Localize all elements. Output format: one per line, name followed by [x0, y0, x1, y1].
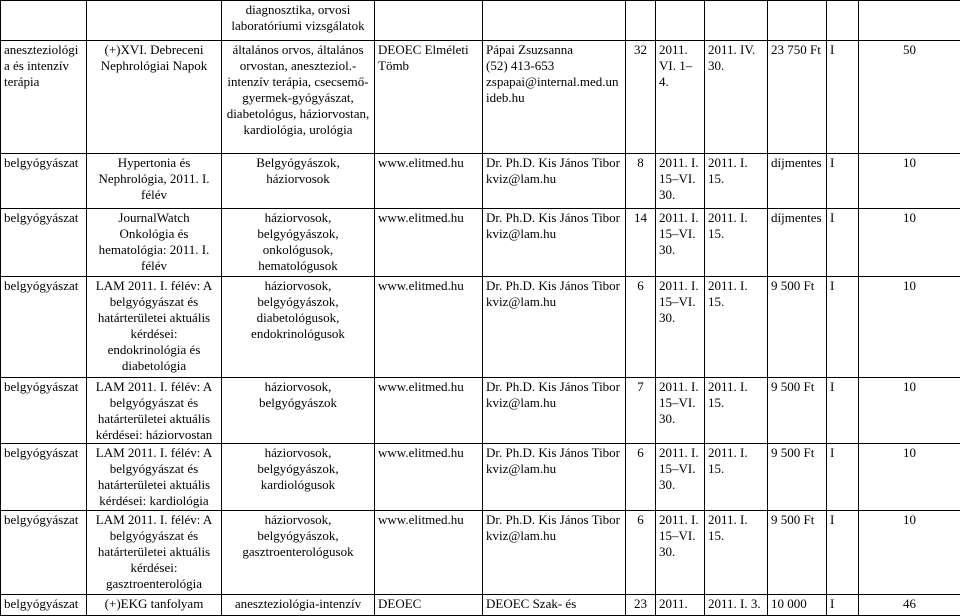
start-date-cell: [656, 1, 705, 41]
points-cell: 10: [859, 277, 960, 378]
start-date-cell: 2011. VI. 1–4.: [656, 41, 705, 154]
contact-line: Dr. Ph.D. Kis János Tibor: [486, 379, 622, 395]
start-date-cell: 2011. I. 15–VI. 30.: [656, 209, 705, 277]
type-cell: I: [827, 378, 859, 444]
points-cell: 10: [859, 444, 960, 511]
contact-cell: [483, 444, 626, 511]
title-cell: LAM 2011. I. félév: A belgyógyászat és határterületei aktuális kérdései: endokrinológia és diabetológia: [87, 277, 222, 378]
audience-cell: háziorvosok, belgyógyászok, kardiológusok: [222, 444, 375, 511]
fee-cell: 9 500 Ft: [768, 277, 827, 378]
points-cell: 10: [859, 209, 960, 277]
contact-line: kviz@lam.hu: [486, 528, 622, 544]
field-cell: belgyógyászat: [1, 444, 87, 511]
end-date-cell: 2011. IV. 30.: [705, 41, 768, 154]
points-cell: 10: [859, 154, 960, 209]
field-cell: belgyógyászat: [1, 378, 87, 444]
host-cell: DEOEC: [375, 595, 483, 616]
type-cell: I: [827, 41, 859, 154]
contact-line: kviz@lam.hu: [486, 395, 622, 411]
audience-cell: aneszteziológia-intenzív: [222, 595, 375, 616]
points-cell: 10: [859, 378, 960, 444]
contact-cell: [483, 277, 626, 378]
audience-cell: diagnosztika, orvosi laboratóriumi vizsgálatok: [222, 1, 375, 41]
contact-cell: [483, 209, 626, 277]
table-row: [1, 154, 960, 209]
host-cell: www.elitmed.hu: [375, 378, 483, 444]
id-cell: 14: [626, 209, 656, 277]
table-row: [1, 209, 960, 277]
id-cell: 23: [626, 595, 656, 616]
contact-cell: [483, 595, 626, 616]
points-cell: 50: [859, 41, 960, 154]
contact-cell: [483, 41, 626, 154]
audience-cell: háziorvosok, belgyógyászok, gasztroenterológusok: [222, 511, 375, 595]
fee-cell: 9 500 Ft: [768, 511, 827, 595]
contact-cell: [483, 154, 626, 209]
field-cell: belgyógyászat: [1, 277, 87, 378]
host-cell: www.elitmed.hu: [375, 277, 483, 378]
id-cell: 6: [626, 444, 656, 511]
contact-line: Dr. Ph.D. Kis János Tibor: [486, 210, 622, 226]
contact-line: kviz@lam.hu: [486, 226, 622, 242]
field-cell: belgyógyászat: [1, 511, 87, 595]
fee-cell: 23 750 Ft: [768, 41, 827, 154]
contact-line: kviz@lam.hu: [486, 171, 622, 187]
type-cell: I: [827, 511, 859, 595]
type-cell: [827, 1, 859, 41]
host-cell: www.elitmed.hu: [375, 154, 483, 209]
id-cell: [626, 1, 656, 41]
field-cell: belgyógyászat: [1, 595, 87, 616]
points-cell: 10: [859, 511, 960, 595]
field-cell: aneszteziológia és intenzív terápia: [1, 41, 87, 154]
end-date-cell: 2011. I. 3.: [705, 595, 768, 616]
end-date-cell: 2011. I. 15.: [705, 154, 768, 209]
host-cell: DEOEC Elméleti Tömb: [375, 41, 483, 154]
field-cell: belgyógyászat: [1, 209, 87, 277]
type-cell: I: [827, 154, 859, 209]
table-row: [1, 444, 960, 511]
type-cell: I: [827, 277, 859, 378]
id-cell: 7: [626, 378, 656, 444]
type-cell: I: [827, 209, 859, 277]
contact-line: Pápai Zsuzsanna: [486, 42, 622, 58]
contact-cell: [483, 1, 626, 41]
end-date-cell: 2011. I. 15.: [705, 277, 768, 378]
contact-line: Dr. Ph.D. Kis János Tibor: [486, 155, 622, 171]
points-cell: [859, 1, 960, 41]
contact-cell: [483, 378, 626, 444]
audience-cell: háziorvosok, belgyógyászok, diabetológusok, endokrinológusok: [222, 277, 375, 378]
title-cell: (+)XVI. Debreceni Nephrológiai Napok: [87, 41, 222, 154]
contact-line: DEOEC Szak- és: [486, 596, 622, 612]
audience-cell: általános orvos, általános orvostan, aneszteziol.-intenzív terápia, csecsemő-gyermek-gyógyászat, diabetológus, háziorvostan, kardiológia, urológia: [222, 41, 375, 154]
title-cell: LAM 2011. I. félév: A belgyógyászat és határterületei aktuális kérdései: gasztroenterológia: [87, 511, 222, 595]
start-date-cell: 2011. I. 15–VI. 30.: [656, 511, 705, 595]
host-cell: www.elitmed.hu: [375, 444, 483, 511]
table-row: [1, 378, 960, 444]
title-cell: [87, 1, 222, 41]
contact-line: kviz@lam.hu: [486, 461, 622, 477]
points-cell: 46: [859, 595, 960, 616]
end-date-cell: 2011. I. 15.: [705, 444, 768, 511]
audience-cell: Belgyógyászok, háziorvosok: [222, 154, 375, 209]
table-row: [1, 277, 960, 378]
id-cell: 32: [626, 41, 656, 154]
field-cell: belgyógyászat: [1, 154, 87, 209]
title-cell: LAM 2011. I. félév: A belgyógyászat és határterületei aktuális kérdései: háziorvostan: [87, 378, 222, 444]
start-date-cell: 2011.: [656, 595, 705, 616]
contact-line: Dr. Ph.D. Kis János Tibor: [486, 445, 622, 461]
host-cell: www.elitmed.hu: [375, 511, 483, 595]
contact-line: kviz@lam.hu: [486, 294, 622, 310]
fee-cell: 9 500 Ft: [768, 444, 827, 511]
id-cell: 6: [626, 277, 656, 378]
host-cell: www.elitmed.hu: [375, 209, 483, 277]
title-cell: JournalWatch Onkológia és hematológia: 2011. I. félév: [87, 209, 222, 277]
type-cell: I: [827, 444, 859, 511]
fee-cell: 9 500 Ft: [768, 378, 827, 444]
start-date-cell: 2011. I. 15–VI. 30.: [656, 154, 705, 209]
start-date-cell: 2011. I. 15–VI. 30.: [656, 277, 705, 378]
contact-line: Dr. Ph.D. Kis János Tibor: [486, 512, 622, 528]
end-date-cell: 2011. I. 15.: [705, 378, 768, 444]
id-cell: 6: [626, 511, 656, 595]
table-row: [1, 1, 960, 41]
contact-cell: [483, 511, 626, 595]
end-date-cell: 2011. I. 15.: [705, 511, 768, 595]
title-cell: Hypertonia és Nephrológia, 2011. I. félév: [87, 154, 222, 209]
fee-cell: [768, 1, 827, 41]
host-cell: [375, 1, 483, 41]
title-cell: (+)EKG tanfolyam: [87, 595, 222, 616]
end-date-cell: 2011. I. 15.: [705, 209, 768, 277]
table-row: [1, 511, 960, 595]
fee-cell: díjmentes: [768, 209, 827, 277]
start-date-cell: 2011. I. 15–VI. 30.: [656, 378, 705, 444]
title-cell: LAM 2011. I. félév: A belgyógyászat és határterületei aktuális kérdései: kardiológia: [87, 444, 222, 511]
fee-cell: 10 000: [768, 595, 827, 616]
contact-line: Dr. Ph.D. Kis János Tibor: [486, 278, 622, 294]
start-date-cell: 2011. I. 15–VI. 30.: [656, 444, 705, 511]
contact-line: (52) 413-653: [486, 58, 622, 74]
audience-cell: háziorvosok, belgyógyászok, onkológusok, hematológusok: [222, 209, 375, 277]
table-row: [1, 595, 960, 616]
audience-cell: háziorvosok, belgyógyászok: [222, 378, 375, 444]
fee-cell: díjmentes: [768, 154, 827, 209]
end-date-cell: [705, 1, 768, 41]
contact-line: zspapai@internal.med.unideb.hu: [486, 74, 622, 106]
type-cell: I: [827, 595, 859, 616]
table-row: [1, 41, 960, 154]
id-cell: 8: [626, 154, 656, 209]
field-cell: [1, 1, 87, 41]
